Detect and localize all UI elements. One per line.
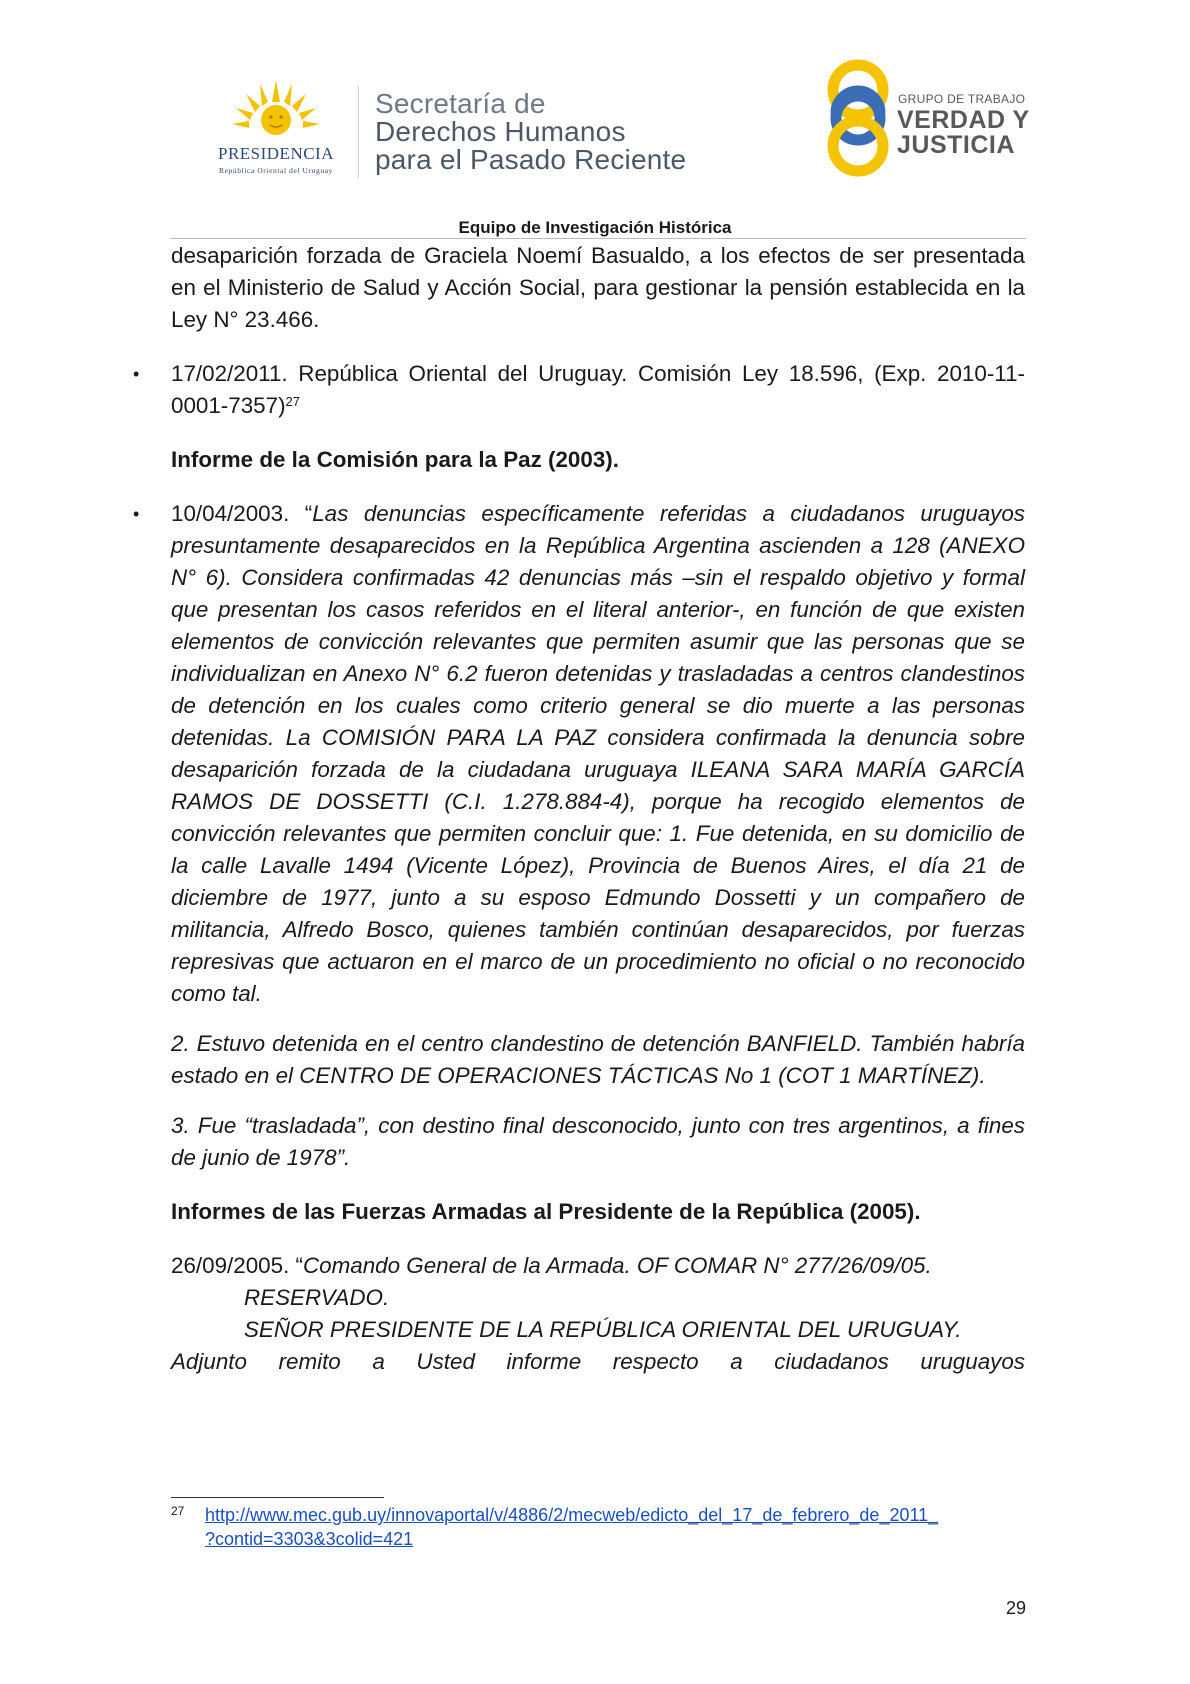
secretaria-line-3: para el Pasado Reciente bbox=[375, 144, 687, 175]
secretaria-line-2: Derechos Humanos bbox=[375, 116, 626, 147]
armada-line bbox=[171, 1250, 1025, 1282]
section-heading-fuerzas: Informes de las Fuerzas Armadas al Presidente de la República (2005). bbox=[171, 1199, 921, 1224]
adjunto-line: Adjunto remito a Usted informe respecto a ciudadanos uruguayos bbox=[171, 1349, 1025, 1374]
quote-paragraph-3: 3. Fue “trasladada”, con destino final desconocido, junto con tres argentinos, a fines de junio de 1978”. bbox=[171, 1113, 1025, 1170]
footnote-link-line-1[interactable]: http://www.mec.gub.uy/innovaportal/v/4886/2/mecweb/edicto_del_17_de_febrero_de_2011_ bbox=[205, 1505, 939, 1525]
header-rule bbox=[170, 238, 1026, 239]
presidencia-name: PRESIDENCIA bbox=[217, 144, 334, 163]
team-title: Equipo de Investigación Histórica bbox=[458, 218, 732, 237]
senor-presidente-line: SEÑOR PRESIDENTE DE LA REPÚBLICA ORIENTAL DEL URUGUAY. bbox=[244, 1317, 962, 1342]
secretaria-title bbox=[375, 90, 686, 174]
verdad-justicia-logo bbox=[820, 56, 1040, 180]
bullet-quote: Las denuncias específicamente referidas a ciudadanos uruguayos presuntamente desaparecidos en la República Argentina ascienden a 128 (ANEXO N° 6). Considera confirmadas 42 denuncias más –sin el respaldo objetivo y formal que presentan los casos referidos en el literal anterior-, en función de que existen elementos de convicción relevantes que permiten asumir que las personas que se individualizan en Anexo N° 6.2 fueron detenidas y trasladadas a centros clandestinos de detención en los cuales como criterio general se dio muerte a las personas detenidas. La COMISIÓN PARA LA PAZ considera confirmada la denuncia sobre desaparición forzada de la ciudadana uruguaya ILEANA SARA MARÍA GARCÍA RAMOS DE DOSSETTI (C.I. 1.278.884-4), porque ha recogido elementos de convicción relevantes que permiten concluir que: 1. Fue detenida, en su domicilio de la calle Lavalle 1494 (Vicente López), Provincia de Buenos Aires, el día 21 de diciembre de 1977, junto a su esposo Edmundo Dossetti y un compañero de militancia, Alfredo Bosco, quienes también continúan desaparecidos, por fuerzas represivas que actuaron en el marco de un procedimiento no oficial o no reconocido como tal. bbox=[171, 501, 1025, 1006]
header-divider bbox=[358, 86, 359, 178]
sun-icon bbox=[230, 80, 322, 144]
section-heading-comision: Informe de la Comisión para la Paz (2003). bbox=[171, 447, 619, 472]
page-number: 29 bbox=[1005, 1598, 1026, 1618]
gtvj-title-line-2: JUSTICIA bbox=[897, 131, 1015, 159]
footnote-rule bbox=[171, 1497, 384, 1498]
bullet-text: 17/02/2011. República Oriental del Uruguay. Comisión Ley 18.596, (Exp. 2010-11-0001-7357) bbox=[171, 361, 1025, 418]
bullet-date: 10/04/2003. “ bbox=[171, 501, 313, 526]
bullet-item-2011 bbox=[171, 358, 1025, 422]
armada-date: 26/09/2005. “ bbox=[171, 1253, 303, 1278]
secretaria-line-1: Secretaría de bbox=[375, 88, 546, 119]
quote-paragraph-2: 2. Estuvo detenida en el centro clandestino de detención BANFIELD. También habría estado en el CENTRO DE OPERACIONES TÁCTICAS No 1 (COT 1 MARTÍNEZ). bbox=[171, 1031, 1025, 1088]
armada-title: Comando General de la Armada. OF COMAR N° 277/26/09/05. bbox=[302, 1253, 932, 1278]
footnote-link-line-2[interactable]: ?contid=3303&3colid=421 bbox=[205, 1529, 414, 1549]
gtvj-subtitle: GRUPO DE TRABAJO bbox=[898, 92, 1026, 106]
bullet-item-2003 bbox=[171, 498, 1025, 1010]
footnote-link[interactable] bbox=[205, 1503, 1025, 1551]
continuation-paragraph: desaparición forzada de Graciela Noemí Basualdo, a los efectos de ser presentada en el Ministerio de Salud y Acción Social, para gestionar la pensión establecida en la Ley N° 23.466. bbox=[171, 243, 1025, 332]
interlocked-rings-icon bbox=[820, 56, 896, 180]
footnote-number: 27 bbox=[171, 1504, 185, 1518]
gtvj-title-line-1: VERDAD Y bbox=[897, 106, 1030, 134]
document-body bbox=[171, 240, 1025, 1378]
reservado-line: RESERVADO. bbox=[244, 1285, 390, 1310]
presidencia-logo bbox=[196, 80, 356, 178]
footnote-ref: 27 bbox=[285, 394, 301, 409]
presidencia-subtitle: República Oriental del Uruguay bbox=[218, 166, 333, 175]
